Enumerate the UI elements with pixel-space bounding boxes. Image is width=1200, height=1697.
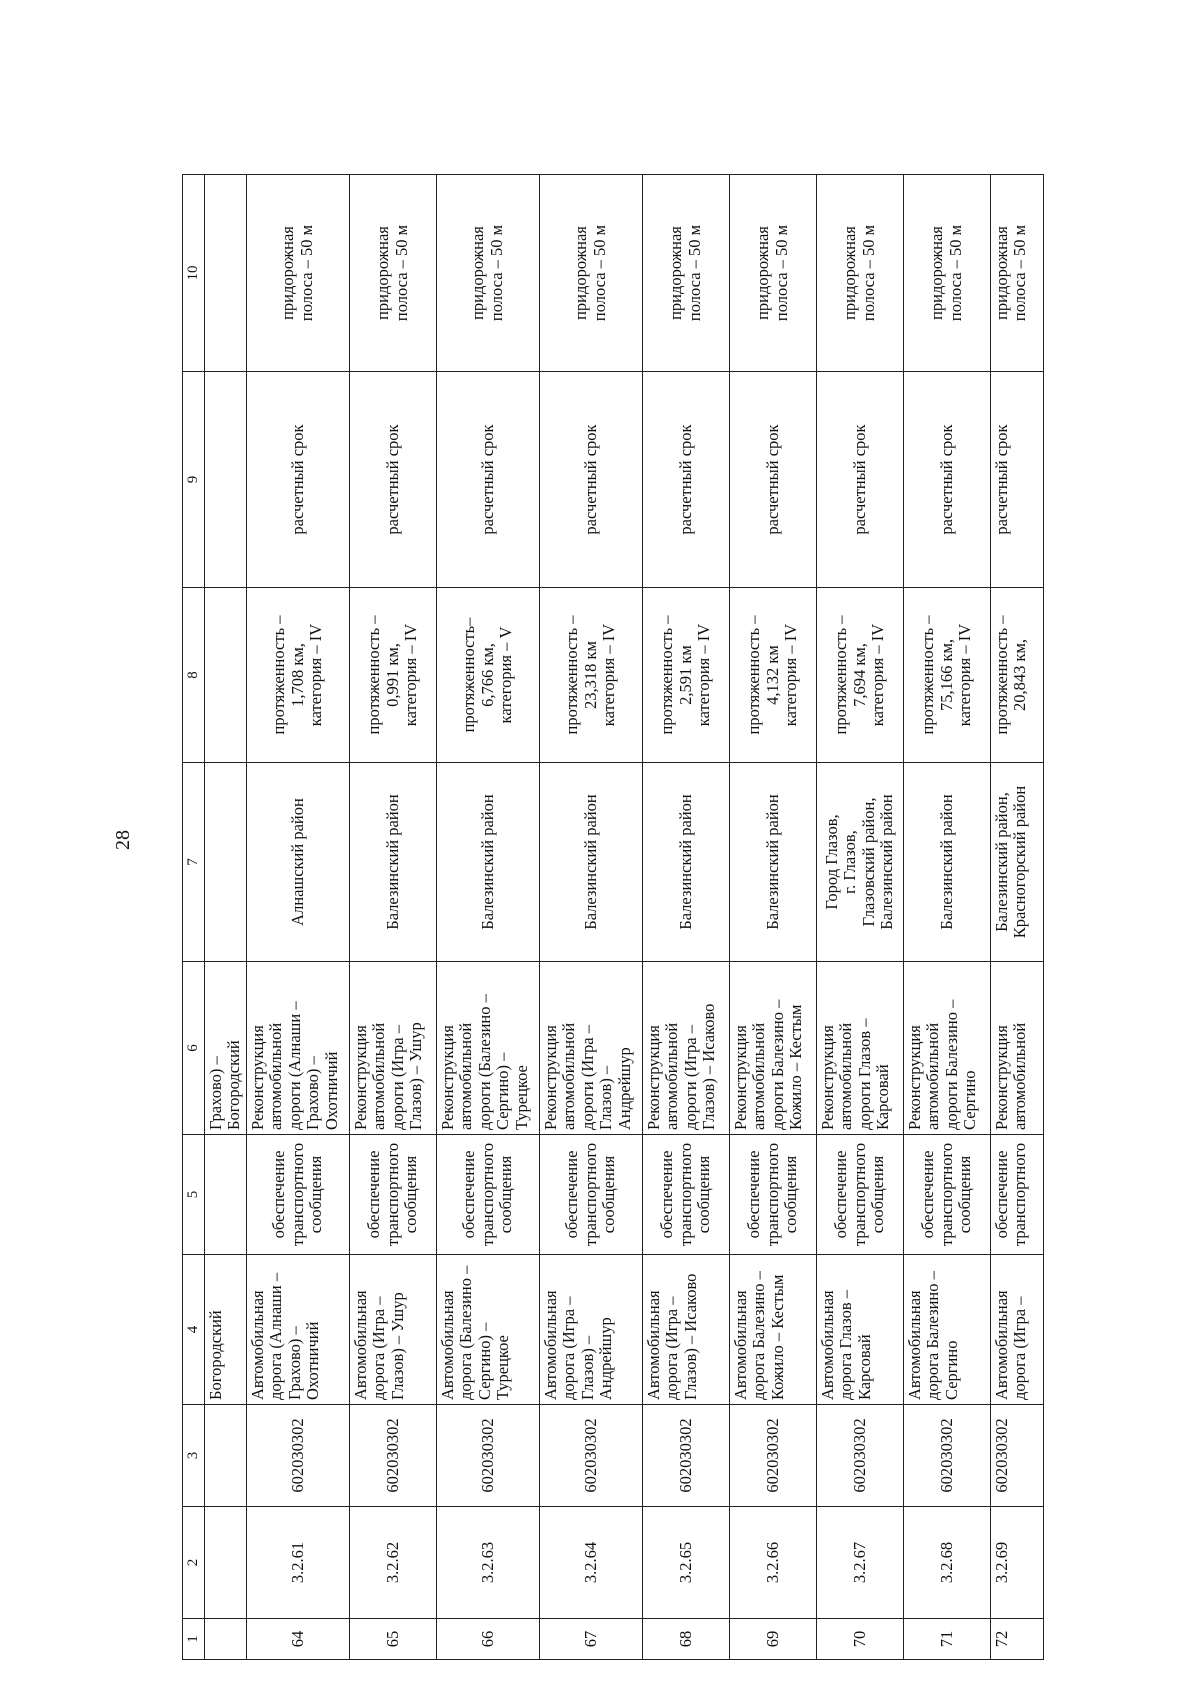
cell-location: Балезинский район	[349, 763, 436, 962]
cell-okato: 602030302	[729, 1405, 816, 1507]
col-header-9: 9	[183, 372, 205, 588]
cell-location: Балезинский район	[729, 763, 816, 962]
objects-table	[182, 174, 1044, 1660]
cell-code: 3.2.67	[816, 1507, 903, 1619]
cell-characteristics: протяженность – 23,318 км категория – IV	[539, 588, 642, 763]
cell-purpose: обеспечение транспортного сообщения	[246, 1135, 349, 1255]
cell-okato: 602030302	[539, 1405, 642, 1507]
cell-term: расчетный срок	[539, 372, 642, 588]
cell-number: 64	[246, 1619, 349, 1660]
cell-okato: 602030302	[642, 1405, 729, 1507]
cell-number: 69	[729, 1619, 816, 1660]
cell-zone: придорожная полоса – 50 м	[642, 175, 729, 372]
table-row	[436, 175, 539, 1660]
cell-empty	[205, 1405, 247, 1507]
cell-okato: 602030302	[816, 1405, 903, 1507]
cell-empty	[205, 1619, 247, 1660]
cell-zone: придорожная полоса – 50 м	[816, 175, 903, 372]
cell-purpose: обеспечение транспортного сообщения	[436, 1135, 539, 1255]
cell-term: расчетный срок	[729, 372, 816, 588]
col-header-7: 7	[183, 763, 205, 962]
cell-characteristics: протяженность – 1,708 км, категория – IV	[246, 588, 349, 763]
cell-location: Балезинский район	[539, 763, 642, 962]
cell-term: расчетный срок	[436, 372, 539, 588]
cell-zone: придорожная полоса – 50 м	[990, 175, 1043, 372]
cell-name: Автомобильная дорога (Алнаши – Грахово) – Охотничий	[246, 1255, 349, 1405]
cell-code: 3.2.63	[436, 1507, 539, 1619]
cell-okato: 602030302	[349, 1405, 436, 1507]
cell-zone: придорожная полоса – 50 м	[729, 175, 816, 372]
cell-term: расчетный срок	[816, 372, 903, 588]
cell-okato: 602030302	[990, 1405, 1043, 1507]
cell-code: 3.2.64	[539, 1507, 642, 1619]
cell-name: Автомобильная дорога Балезино – Сергино	[903, 1255, 990, 1405]
cell-measure: Реконструкция автомобильной дороги (Алнаши – Грахово) – Охотничий	[246, 962, 349, 1135]
cell-location: Балезинский район, Красногорский район	[990, 763, 1043, 962]
cell-measure: Реконструкция автомобильной дороги (Игра – Глазов) – Ушур	[349, 962, 436, 1135]
cell-zone: придорожная полоса – 50 м	[246, 175, 349, 372]
cell-characteristics: протяженность – 0,991 км, категория – IV	[349, 588, 436, 763]
cell-empty	[205, 175, 247, 372]
cell-location: Балезинский район	[436, 763, 539, 962]
cell-name: Автомобильная дорога Балезино – Кожило – Кестым	[729, 1255, 816, 1405]
cell-code: 3.2.66	[729, 1507, 816, 1619]
cell-empty	[205, 1135, 247, 1255]
cell-location: Балезинский район	[642, 763, 729, 962]
cell-term: расчетный срок	[642, 372, 729, 588]
col-header-5: 5	[183, 1135, 205, 1255]
cell-number: 68	[642, 1619, 729, 1660]
cell-term: расчетный срок	[903, 372, 990, 588]
cell-characteristics: протяженность– 6,766 км, категория – V	[436, 588, 539, 763]
table-row	[246, 175, 349, 1660]
cell-measure: Реконструкция автомобильной дороги (Балезино – Сергино) – Турецкое	[436, 962, 539, 1135]
table-row	[990, 175, 1043, 1660]
cell-empty	[205, 372, 247, 588]
cell-name: Автомобильная дорога Глазов – Карсовай	[816, 1255, 903, 1405]
cell-number: 66	[436, 1619, 539, 1660]
cell-purpose: обеспечение транспортного сообщения	[349, 1135, 436, 1255]
cell-purpose: обеспечение транспортного сообщения	[903, 1135, 990, 1255]
cell-okato: 602030302	[903, 1405, 990, 1507]
cell-purpose: обеспечение транспортного сообщения	[816, 1135, 903, 1255]
cell-okato: 602030302	[246, 1405, 349, 1507]
cell-code: 3.2.69	[990, 1507, 1043, 1619]
cell-name: Богородский	[205, 1255, 247, 1405]
cell-zone: придорожная полоса – 50 м	[903, 175, 990, 372]
cell-term: расчетный срок	[246, 372, 349, 588]
cell-name: Автомобильная дорога (Игра – Глазов) – Исаково	[642, 1255, 729, 1405]
cell-characteristics: протяженность – 20,843 км,	[990, 588, 1043, 763]
cell-code: 3.2.61	[246, 1507, 349, 1619]
cell-measure: Реконструкция автомобильной дороги Балезино – Кожило – Кестым	[729, 962, 816, 1135]
cell-term: расчетный срок	[349, 372, 436, 588]
cell-purpose: обеспечение транспортного сообщения	[539, 1135, 642, 1255]
continuation-row	[205, 175, 247, 1660]
cell-characteristics: протяженность – 4,132 км категория – IV	[729, 588, 816, 763]
cell-empty	[205, 588, 247, 763]
cell-number: 72	[990, 1619, 1043, 1660]
cell-measure: Реконструкция автомобильной дороги (Игра – Глазов) – Андрейшур	[539, 962, 642, 1135]
cell-characteristics: протяженность – 2,591 км категория – IV	[642, 588, 729, 763]
table-row	[729, 175, 816, 1660]
cell-purpose: обеспечение транспортного сообщения	[642, 1135, 729, 1255]
cell-purpose: обеспечение транспортного	[990, 1135, 1043, 1255]
col-header-3: 3	[183, 1405, 205, 1507]
cell-name: Автомобильная дорога (Игра –	[990, 1255, 1043, 1405]
table-row	[903, 175, 990, 1660]
cell-name: Автомобильная дорога (Игра – Глазов) – Ушур	[349, 1255, 436, 1405]
header-row	[183, 175, 205, 1660]
cell-purpose: обеспечение транспортного сообщения	[729, 1135, 816, 1255]
col-header-4: 4	[183, 1255, 205, 1405]
cell-location: Балезинский район	[903, 763, 990, 962]
cell-term: расчетный срок	[990, 372, 1043, 588]
table-row	[642, 175, 729, 1660]
table-row	[349, 175, 436, 1660]
col-header-2: 2	[183, 1507, 205, 1619]
rotated-table-page	[182, 175, 1127, 1660]
cell-name: Автомобильная дорога (Игра – Глазов) – Андрейшур	[539, 1255, 642, 1405]
cell-code: 3.2.65	[642, 1507, 729, 1619]
table-row	[539, 175, 642, 1660]
cell-code: 3.2.62	[349, 1507, 436, 1619]
cell-characteristics: протяженность – 75,166 км, категория – IV	[903, 588, 990, 763]
col-header-1: 1	[183, 1619, 205, 1660]
cell-measure: Грахово) – Богородский	[205, 962, 247, 1135]
cell-empty	[205, 763, 247, 962]
cell-zone: придорожная полоса – 50 м	[539, 175, 642, 372]
col-header-6: 6	[183, 962, 205, 1135]
table-row	[816, 175, 903, 1660]
cell-zone: придорожная полоса – 50 м	[436, 175, 539, 372]
cell-measure: Реконструкция автомобильной дороги Глазов – Карсовай	[816, 962, 903, 1135]
cell-location: Алнашский район	[246, 763, 349, 962]
col-header-8: 8	[183, 588, 205, 763]
cell-measure: Реконструкция автомобильной дороги (Игра – Глазов) – Исаково	[642, 962, 729, 1135]
cell-location: Город Глазов, г. Глазов, Глазовский район, Балезинский район	[816, 763, 903, 962]
cell-number: 71	[903, 1619, 990, 1660]
cell-number: 67	[539, 1619, 642, 1660]
cell-okato: 602030302	[436, 1405, 539, 1507]
cell-number: 65	[349, 1619, 436, 1660]
cell-zone: придорожная полоса – 50 м	[349, 175, 436, 372]
cell-number: 70	[816, 1619, 903, 1660]
cell-measure: Реконструкция автомобильной дороги Балезино – Сергино	[903, 962, 990, 1135]
page-number: 28	[112, 830, 134, 850]
cell-measure: Реконструкция автомобильной	[990, 962, 1043, 1135]
cell-name: Автомобильная дорога (Балезино – Сергино) –Турецкое	[436, 1255, 539, 1405]
col-header-10: 10	[183, 175, 205, 372]
cell-characteristics: протяженность – 7,694 км, категория – IV	[816, 588, 903, 763]
cell-code: 3.2.68	[903, 1507, 990, 1619]
cell-empty	[205, 1507, 247, 1619]
